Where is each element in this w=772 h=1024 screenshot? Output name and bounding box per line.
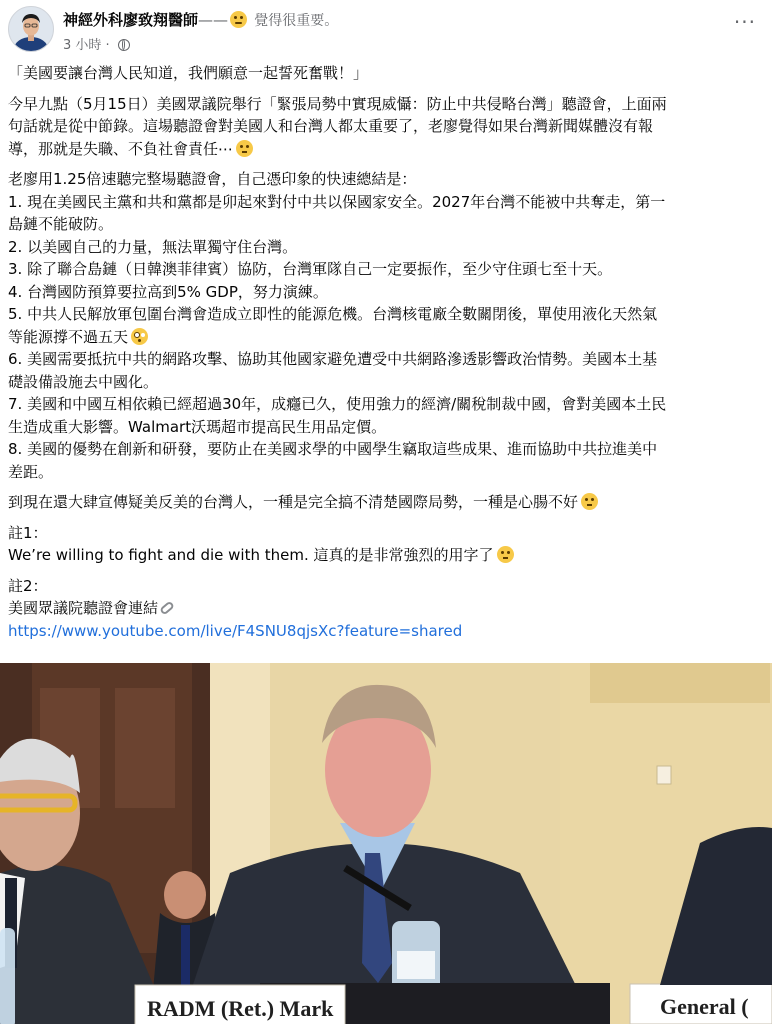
note1-text: We’re willing to fight and die with them. 這真的是非常強烈的用字了	[8, 546, 494, 564]
avatar-portrait	[9, 7, 53, 51]
conclusion-line	[8, 491, 760, 514]
conclusion-text: 到現在還大肆宣傳疑美反美的台灣人，一種是完全搞不清楚國際局勢，一種是心腸不好	[8, 493, 579, 511]
post-meta: 3 小時 ·	[63, 34, 130, 53]
hearing-photo	[0, 663, 772, 1024]
list-item-7a: 7. 美國和中國互相依賴已經超過30年，成癮已久，使用強力的經濟/關稅制裁中國，會對美國本土民	[8, 395, 667, 413]
thinking-emoji-icon	[236, 140, 253, 157]
link-icon	[159, 600, 175, 615]
summary-title: 老廖用1.25倍速聽完整場聽證會，自己憑印象的快速總結是：	[8, 170, 417, 188]
youtube-link[interactable]: https://www.youtube.com/live/F4SNU8qjsXc?feature=shared	[8, 621, 463, 640]
intro-line-2: 句話就是從中節錄。這場聽證會對美國人和台灣人都太重要了，老廖覺得如果台灣新聞媒體沒有報	[8, 117, 654, 135]
list-item-3: 3. 除了聯合島鏈（日韓澳菲律賓）協防，台灣軍隊自己一定要振作，至少守住頭七至十天。	[8, 260, 613, 278]
author-name[interactable]: 神經外科廖致翔醫師	[63, 11, 199, 29]
globe-icon[interactable]	[118, 39, 130, 51]
feeling-dash: ——	[198, 11, 229, 29]
nameplate-right: General (	[660, 994, 749, 1019]
list-item-8b: 差距。	[8, 462, 54, 481]
intro-line-3	[8, 138, 760, 161]
note1-label: 註1：	[8, 523, 48, 542]
intro-line-3-text: 導，那就是失職、不負社會責任⋯	[8, 139, 234, 158]
note2-text: 美國眾議院聽證會連結	[8, 599, 159, 617]
list-item-2: 2. 以美國自己的力量，無法單獨守住台灣。	[8, 237, 298, 256]
nameplate-center: RADM (Ret.) Mark	[147, 996, 334, 1021]
list-item-5b-text: 等能源撐不過五天	[8, 327, 129, 346]
note2-label: 註2：	[8, 576, 48, 595]
feeling-text: 覺得很重要。	[254, 13, 339, 29]
post-header	[8, 6, 768, 56]
quote-line: 「美國要讓台灣人民知道，我們願意一起誓死奮戰！」	[8, 64, 369, 82]
author-avatar[interactable]	[8, 6, 54, 52]
list-item-5a: 5. 中共人民解放軍包圍台灣會造成立即性的能源危機。台灣核電廠全數關閉後，單使用液化天然氣	[8, 305, 658, 323]
thinking-emoji-icon-3	[497, 546, 514, 563]
thinking-emoji-icon-2	[581, 493, 598, 510]
list-item-1b: 島鏈不能破防。	[8, 215, 114, 233]
flushed-emoji-icon	[131, 328, 148, 345]
post-text	[8, 62, 760, 642]
post-photo[interactable]	[0, 663, 772, 1024]
intro-line-1: 今早九點（5月15日）美國眾議院舉行「緊張局勢中實現威懾：防止中共侵略台灣」聽證會，上面兩	[8, 94, 667, 113]
list-item-5b	[8, 326, 760, 349]
list-item-6b: 礎設備設施去中國化。	[8, 372, 159, 391]
list-item-1a: 1. 現在美國民主黨和共和黨都是卯起來對付中共以保國家安全。2027年台灣不能被中共奪走，第一	[8, 192, 666, 211]
list-item-8a: 8. 美國的優勢在創新和研發，要防止在美國求學的中國學生竊取這些成果、進而協助中共拉進美中	[8, 440, 658, 458]
note1-line	[8, 544, 760, 567]
list-item-7b: 生造成重大影響。Walmart沃瑪超市提高民生用品定價。	[8, 417, 387, 436]
note2-line	[8, 597, 760, 620]
author-line	[63, 9, 338, 30]
youtube-link-line	[8, 620, 760, 643]
list-item-6a: 6. 美國需要抵抗中共的網路攻擊、協助其他國家避免遭受中共網路滲透影響政治情勢。美國本土基	[8, 350, 658, 368]
feeling-emoji-icon	[230, 11, 247, 28]
more-options-button[interactable]: ···	[733, 10, 756, 34]
post-timestamp[interactable]: 3 小時	[63, 38, 102, 53]
list-item-4: 4. 台灣國防預算要拉高到5% GDP，努力演練。	[8, 282, 328, 301]
